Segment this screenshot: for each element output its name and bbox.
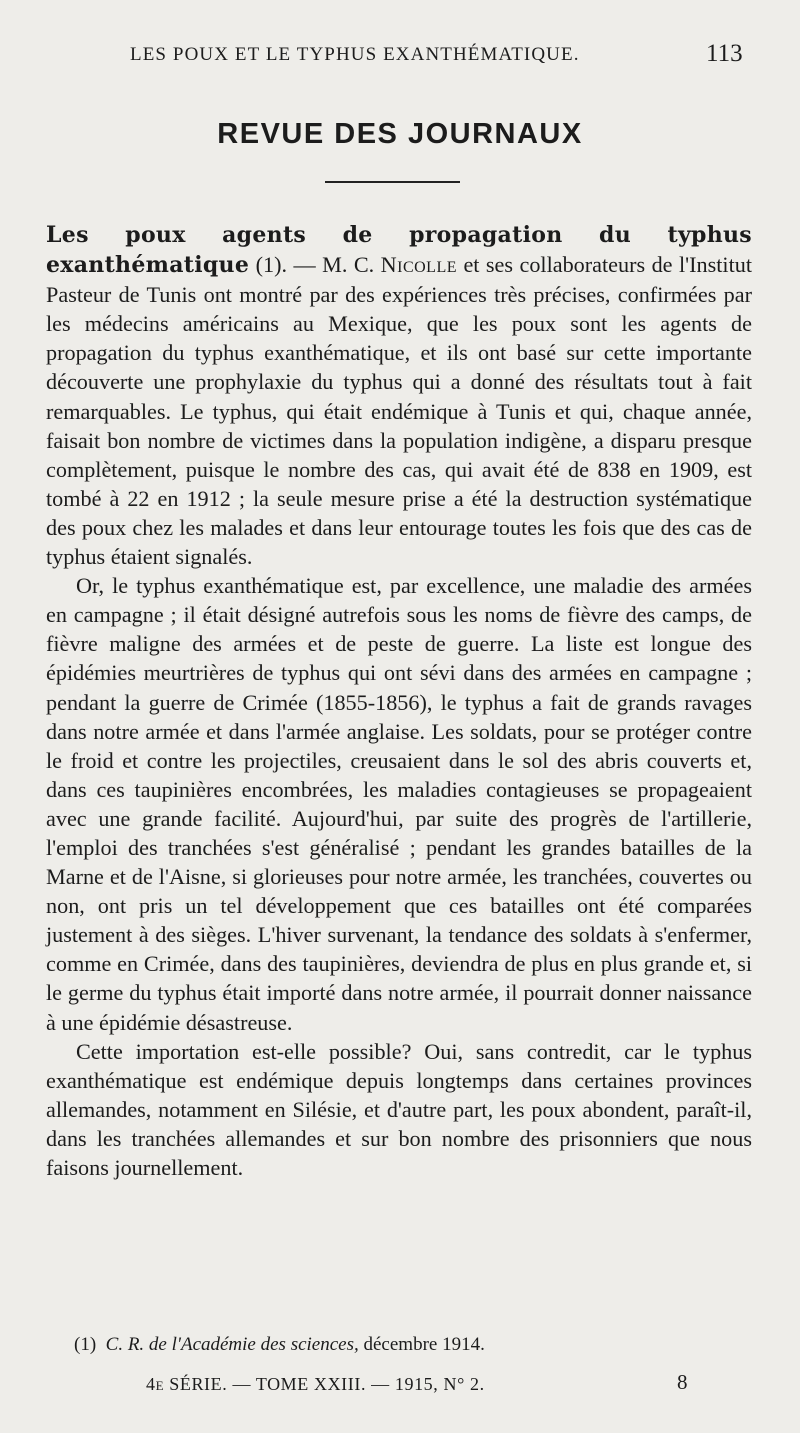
footnote-marker: (1) [74, 1334, 97, 1355]
footnote-date: décembre 1914. [363, 1334, 485, 1355]
paragraph-2: Or, le typhus exanthématique est, par excellence, une maladie des armées en campagne ; il était désigné autrefois sous les noms de fièvre des camps, de fièvre maligne des armées et de peste de guerre. La liste est longue des épidémies meurtrières de typhus qui ont sévi dans des armées en campagne ; pendant la guerre de Crimée (1855-1856), le typhus a fait de grands ravages dans notre armée et dans l'armée anglaise. Les soldats, pour se protéger contre le froid et contre les projectiles, creusaient dans le sol des abris couverts et, dans ces taupinières encombrées, les maladies contagieuses se propageaient avec une grande facilité. Aujourd'hui, par suite des progrès de l'artillerie, l'emploi des tranchées s'est généralisé ; pendant les grandes batailles de la Marne et de l'Aisne, si glorieuses pour notre armée, les tranchées, couvertes ou non, ont pris un tel développement que ces batailles ont été comparées justement à des sièges. L'hiver survenant, la tendance des soldats à s'enfermer, comme en Crimée, dans des taupinières, deviendra de plus en plus grande et, si le germe du typhus était importé dans notre armée, il pourrait donner naissance à une épidémie désastreuse. [46, 573, 752, 1035]
footnote [74, 1334, 774, 1356]
author-name: Nicolle [380, 252, 458, 278]
footnote-reference: (1). [255, 252, 288, 278]
footnote-source: C. R. de l'Académie des sciences, [105, 1334, 359, 1355]
paragraph-1 [46, 220, 752, 571]
paragraph-3: Cette importation est-elle possible? Oui, sans contredit, car le typhus exanthématique est endémique depuis longtemps dans certaines provinces allemandes, notamment en Silésie, et d'autre part, les poux abondent, paraît-il, dans les tranchées allemandes et sur bon nombre des prisonniers que nous faisons journellement. [46, 1038, 752, 1180]
article-body [46, 220, 752, 1182]
article-heading: Les poux agents de propagation du typhus exanthématique [46, 222, 752, 279]
page-number: 113 [706, 40, 743, 67]
running-title: LES POUX ET LE TYPHUS EXANTHÉMATIQUE. [130, 44, 580, 65]
running-head [0, 40, 800, 70]
printer-signature [0, 1372, 800, 1402]
title-divider [325, 181, 460, 183]
section-title: REVUE DES JOURNAUX [217, 118, 583, 150]
paragraph-1-text: et ses collaborateurs de l'Institut Pasteur de Tunis ont montré par des expériences très précises, confirmées par les médecins américains au Mexique, que les poux sont les agents de propagation du typhus exanthématique, et ils ont basé sur cette importante découverte une prophylaxie du typhus qui a donné des résultats tout à fait remarquables. Le typhus, qui était endémique à Tunis et qui, chaque année, faisait bon nombre de victimes dans la population indigène, a disparu presque complètement, puisque le nombre des cas, qui avait été de 838 en 1909, est tombé à 22 en 1912 ; la seule mesure prise a été la destruction systématique des poux chez les malades et dans leur entourage toutes les fois que des cas de typhus étaient signalés. [46, 252, 752, 570]
author-intro: — M. C. [287, 252, 381, 278]
sheet-number: 8 [677, 1370, 688, 1394]
series-info: 4e SÉRIE. — TOME XXIII. — 1915, N° 2. [146, 1374, 485, 1394]
